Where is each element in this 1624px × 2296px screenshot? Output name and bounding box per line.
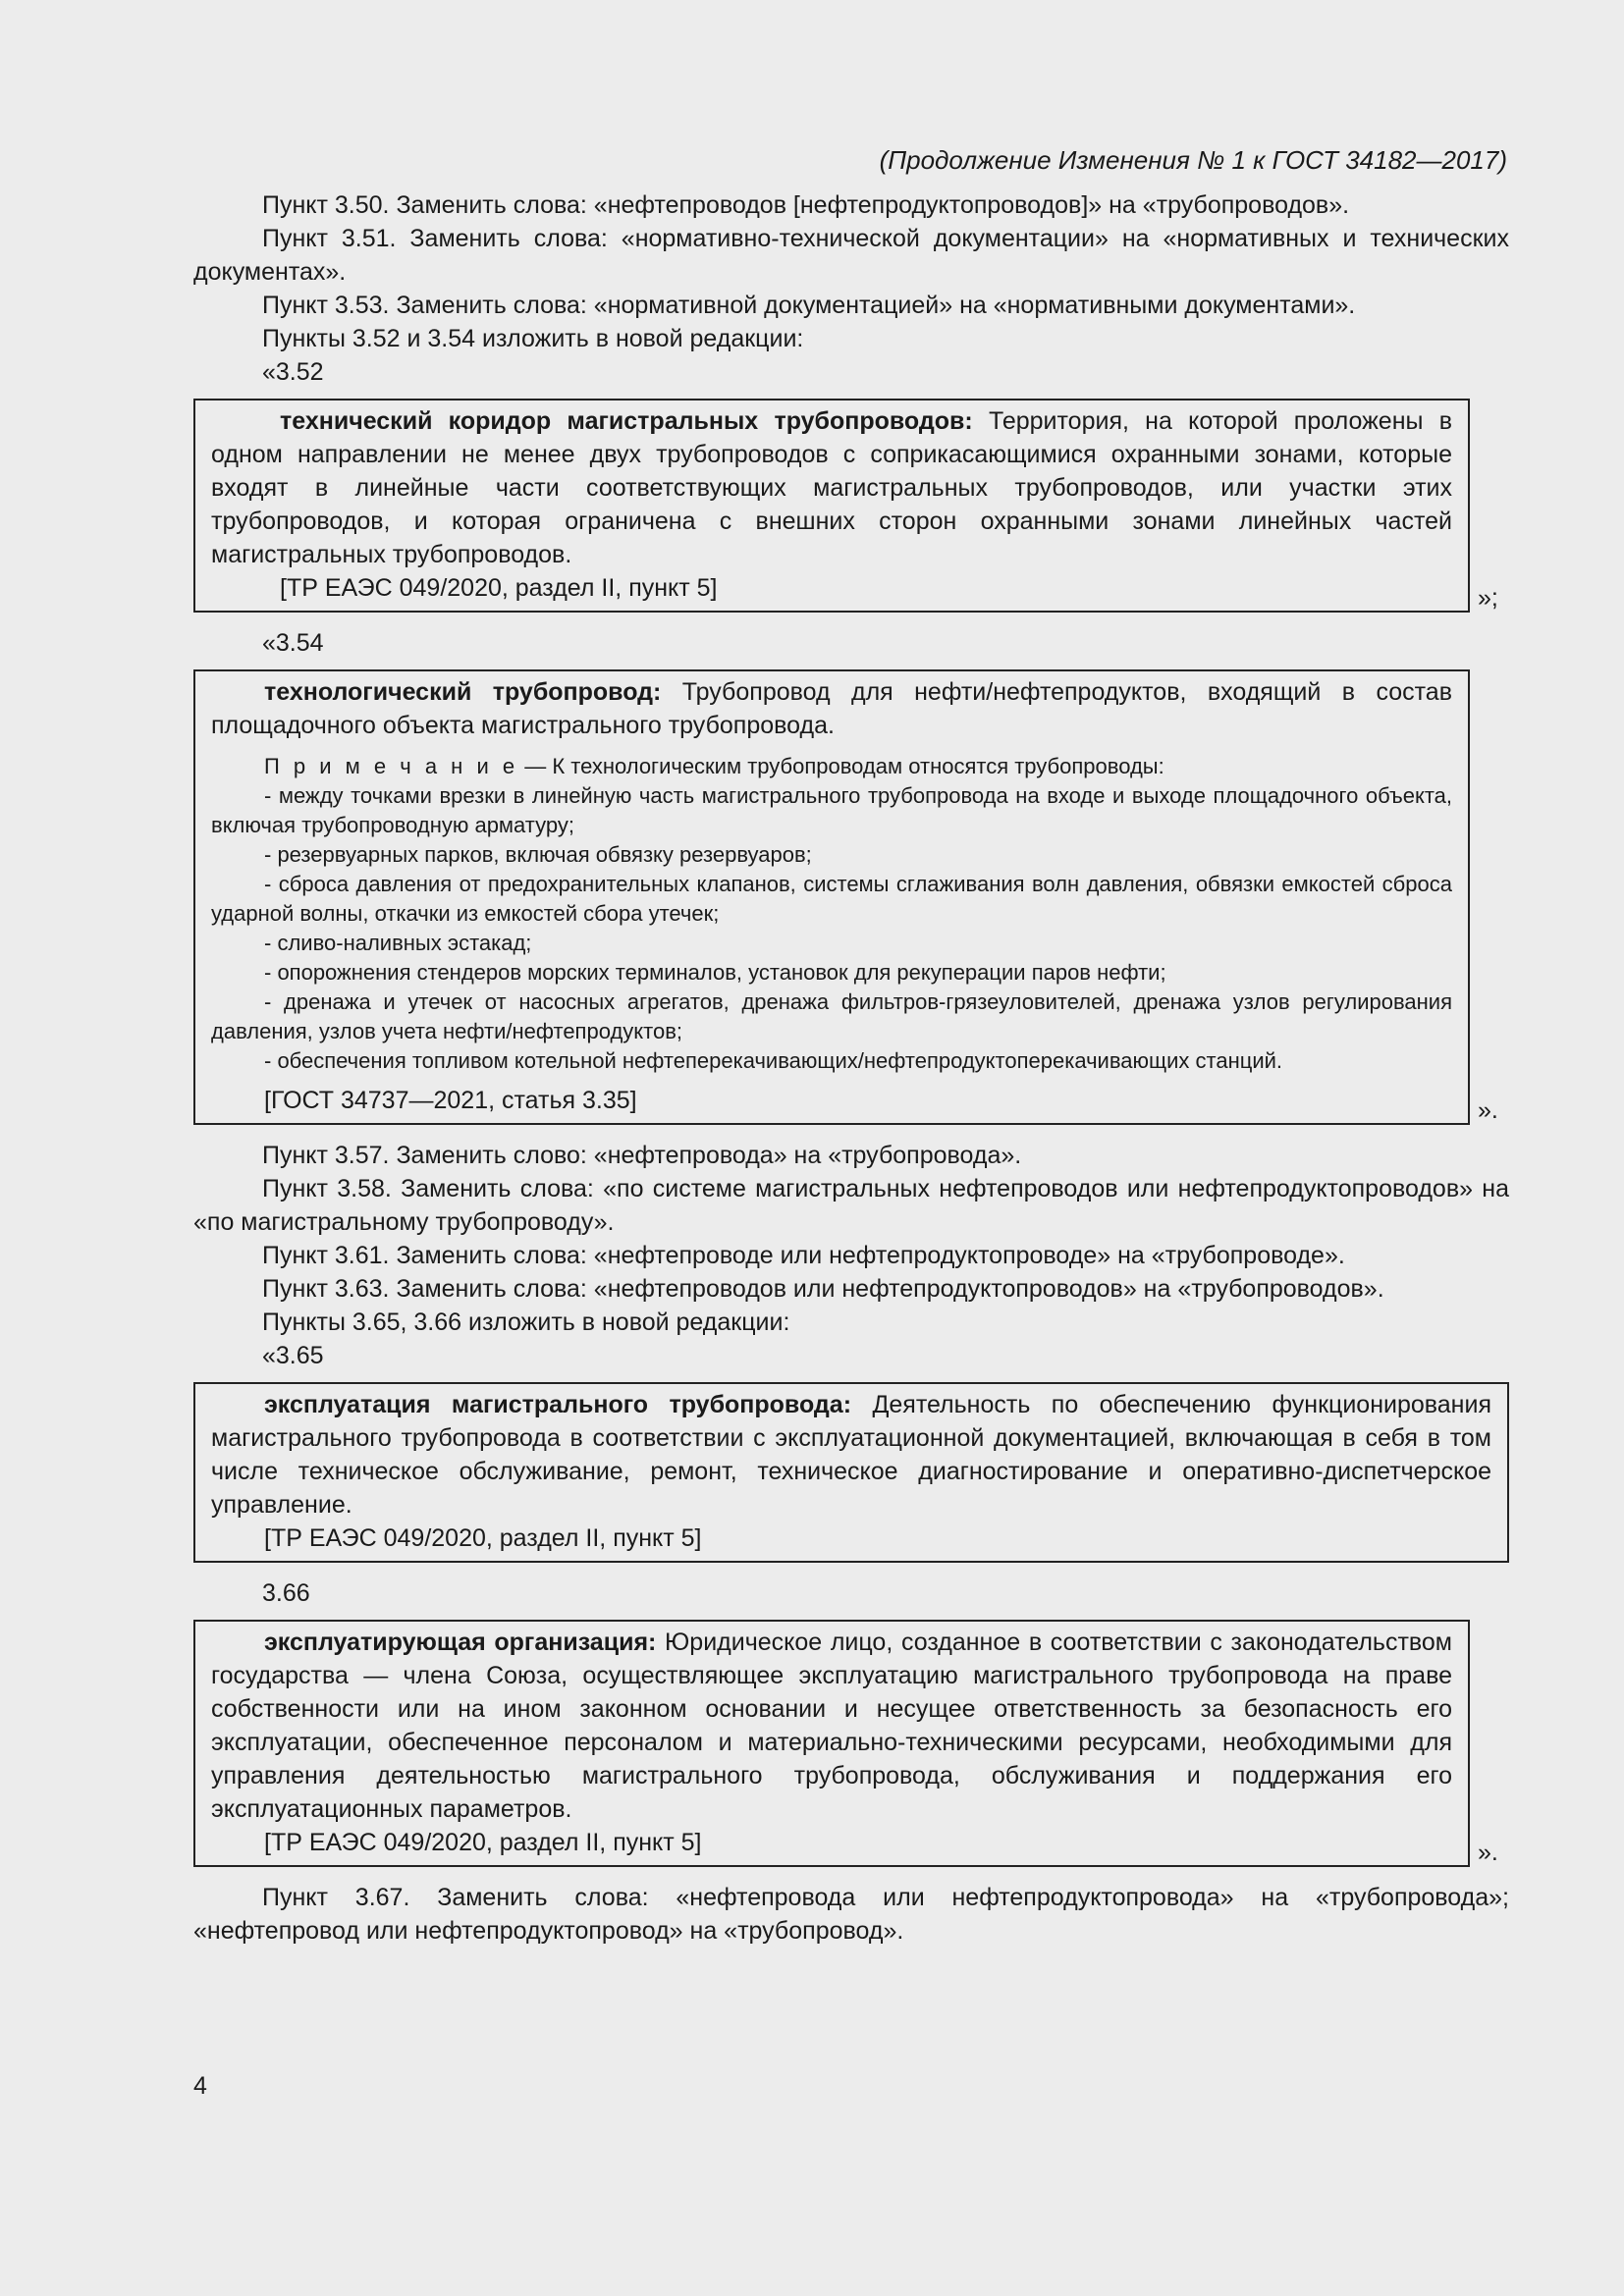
definition-term: эксплуатирующая организация: [264, 1629, 657, 1656]
definition-text: технический коридор магистральных трубопроводов: Территория, на которой проложены в одном направлении не менее двух трубопроводов с соприкасающимися охранными зонами, которые входят в линейные части соответствующих магистральных трубопроводов, или участки этих трубопроводов, и которая ограничена с внешних сторон охранными зонами линейных частей магистральных трубопроводов. [211, 407, 1453, 568]
paragraph-new-edition-352-354: Пункты 3.52 и 3.54 изложить в новой редакции: [262, 325, 804, 352]
note-item: - сброса давления от предохранительных клапанов, системы сглаживания волн давления, обвязки емкостей сброса ударной волны, откачки из емкостей сбора утечек; [211, 872, 1452, 926]
note-item: - дренажа и утечек от насосных агрегатов, дренажа фильтров-грязеуловителей, дренажа узлов регулирования давления, узлов учета нефти/нефтепродуктов; [211, 989, 1452, 1043]
definition-3-52 [193, 399, 1509, 613]
quote-closer: »; [1478, 584, 1498, 612]
definition-source: [ТР ЕАЭС 049/2020, раздел II, пункт 5] [264, 1829, 702, 1856]
note-item: - обеспечения топливом котельной нефтеперекачивающих/нефтепродуктоперекачивающих станций. [264, 1048, 1283, 1073]
definition-box [193, 399, 1470, 613]
paragraph-3-61: Пункт 3.61. Заменить слова: «нефтепроводе или нефтепродуктопроводе» на «трубопроводе». [262, 1242, 1345, 1269]
definition-3-66 [193, 1620, 1509, 1867]
paragraph-3-63: Пункт 3.63. Заменить слова: «нефтепроводов или нефтепродуктопроводов» на «трубопроводов». [262, 1275, 1384, 1303]
definition-box [193, 669, 1470, 1125]
clause-number-3-66: 3.66 [262, 1579, 310, 1607]
definition-term: технический коридор магистральных трубопроводов: [280, 407, 973, 435]
paragraph-3-57: Пункт 3.57. Заменить слово: «нефтепровода» на «трубопровода». [262, 1142, 1022, 1169]
clause-number-3-52: «3.52 [262, 358, 324, 386]
paragraph-3-51: Пункт 3.51. Заменить слова: «нормативно-технической документации» на «нормативных и технических документах». [193, 225, 1509, 286]
clause-number-3-65: «3.65 [262, 1342, 324, 1369]
paragraph-3-53: Пункт 3.53. Заменить слова: «нормативной документацией» на «нормативными документами». [262, 292, 1356, 319]
paragraph-new-edition-365-366: Пункты 3.65, 3.66 изложить в новой редакции: [262, 1308, 790, 1336]
clause-number-3-54: «3.54 [262, 629, 324, 657]
definition-source: [ТР ЕАЭС 049/2020, раздел II, пункт 5] [264, 1524, 702, 1552]
note-item: - резервуарных парков, включая обвязку резервуаров; [264, 842, 812, 867]
paragraph-3-58: Пункт 3.58. Заменить слова: «по системе магистральных нефтепроводов или нефтепродуктопроводов» на «по магистральному трубопроводу». [193, 1175, 1509, 1236]
definition-term: эксплуатация магистрального трубопровода: [264, 1391, 852, 1418]
definition-text: эксплуатирующая организация: Юридическое лицо, созданное в соответствии с законодательством государства — члена Союза, осуществляющее эксплуатацию магистрального трубопровода на праве собственности или на ином законном основании и несущее ответственность за безопасность его эксплуатации, обеспеченное персоналом и материально-техническими ресурсами, необходимыми для управления деятельностью магистрального трубопровода, обслуживания и поддержания его эксплуатационных параметров. [211, 1629, 1452, 1823]
quote-closer: ». [1478, 1839, 1498, 1866]
note-intro: П р и м е ч а н и е — К технологическим трубопроводам относятся трубопроводы: [264, 754, 1164, 778]
definition-source: [ТР ЕАЭС 049/2020, раздел II, пункт 5] [280, 574, 718, 602]
paragraph-3-50: Пункт 3.50. Заменить слова: «нефтепроводов [нефтепродуктопроводов]» на «трубопроводов». [262, 191, 1350, 219]
document-page [193, 143, 1509, 1948]
note-label: П р и м е ч а н и е [264, 754, 519, 778]
definition-source: [ГОСТ 34737—2021, статья 3.35] [264, 1087, 637, 1114]
definition-note [211, 752, 1452, 1076]
paragraph-3-67: Пункт 3.67. Заменить слова: «нефтепровода или нефтепродуктопровода» на «трубопровода»; «нефтепровод или нефтепродуктопровод» на «трубопровод». [193, 1884, 1509, 1945]
quote-closer: ». [1478, 1096, 1498, 1124]
definition-box [193, 1382, 1509, 1563]
note-item: - между точками врезки в линейную часть магистрального трубопровода на входе и выходе площадочного объекта, включая трубопроводную арматуру; [211, 783, 1452, 837]
page-header: (Продолжение Изменения № 1 к ГОСТ 34182—2017) [879, 145, 1507, 175]
page-number: 4 [193, 2072, 207, 2100]
definition-box [193, 1620, 1470, 1867]
definition-3-54 [193, 669, 1509, 1125]
note-item: - опорожнения стендеров морских терминалов, установок для рекуперации паров нефти; [264, 960, 1166, 985]
definition-term: технологический трубопровод: [264, 678, 662, 706]
note-item: - сливо-наливных эстакад; [264, 931, 532, 955]
definition-text: эксплуатация магистрального трубопровода: Деятельность по обеспечению функционирования магистрального трубопровода в соответствии с эксплуатационной документацией, включающая в себя в том числе техническое обслуживание, ремонт, техническое диагностирование и оперативно-диспетчерское управление. [211, 1391, 1491, 1519]
definition-3-65 [193, 1382, 1509, 1563]
definition-text: технологический трубопровод: Трубопровод для нефти/нефтепродуктов, входящий в состав площадочного объекта магистрального трубопровода. [211, 678, 1452, 739]
